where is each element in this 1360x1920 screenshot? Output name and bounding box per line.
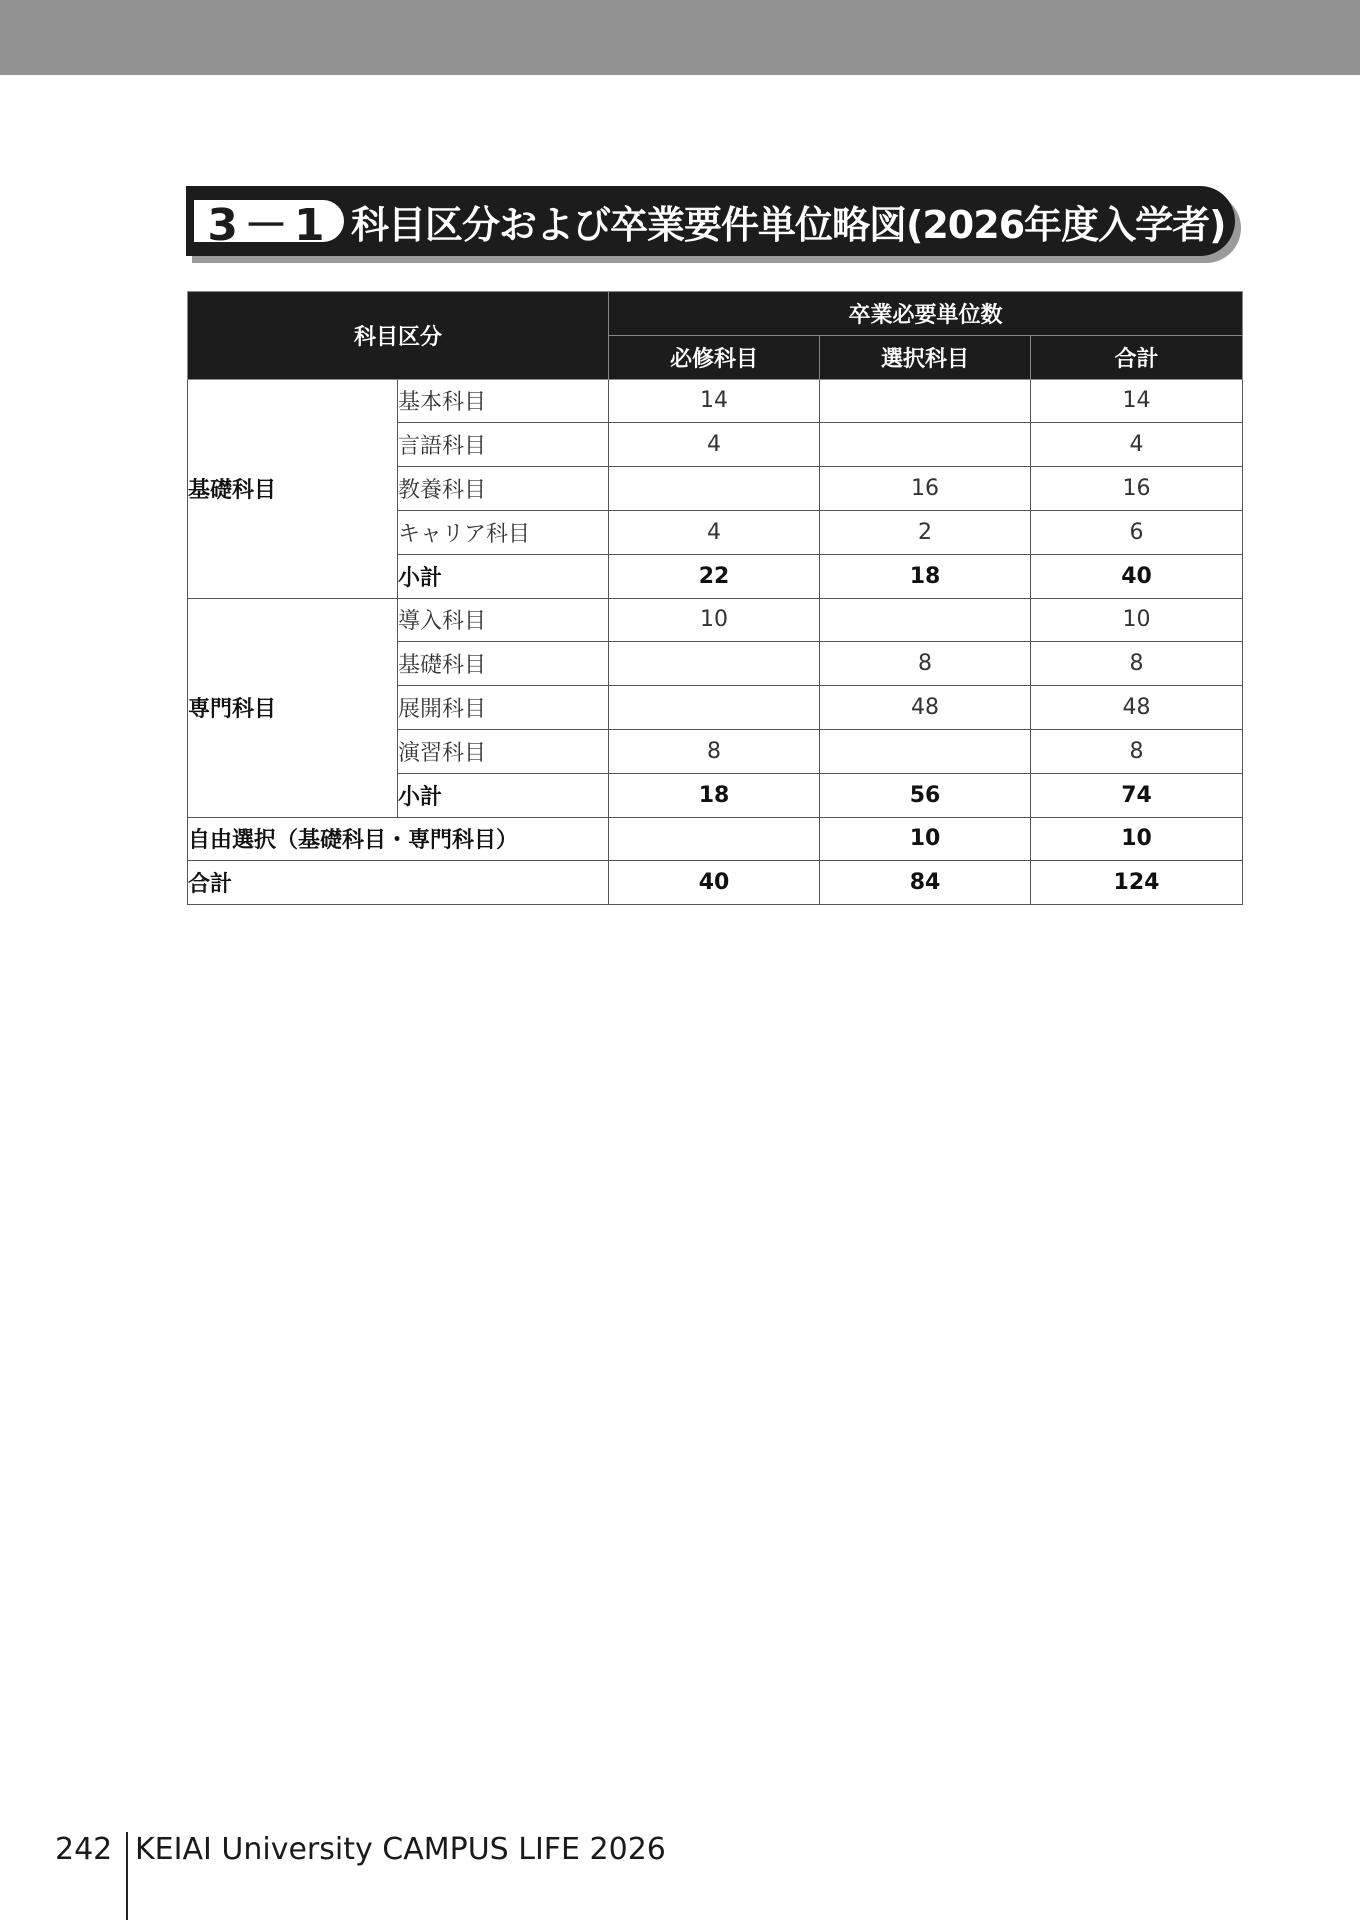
subtotal-elective: 18 — [820, 554, 1031, 598]
header-elective: 選択科目 — [820, 335, 1031, 379]
subtotal-total: 74 — [1031, 773, 1243, 817]
cell-total: 16 — [1031, 467, 1243, 511]
cell-required: 14 — [609, 379, 820, 423]
cell-required: 8 — [609, 729, 820, 773]
grand-elective: 84 — [820, 861, 1031, 905]
free-elective-label: 自由選択（基礎科目・専門科目） — [188, 817, 609, 861]
cell-total: 14 — [1031, 379, 1243, 423]
section-heading — [186, 186, 1241, 262]
cell-required: 4 — [609, 510, 820, 554]
cell-required: 4 — [609, 423, 820, 467]
top-band — [0, 0, 1360, 75]
cell-elective — [820, 379, 1031, 423]
row-name: 教養科目 — [398, 467, 609, 511]
grand-total-row — [188, 861, 1243, 905]
grand-total-label: 合計 — [188, 861, 609, 905]
section-number: 3－1 — [194, 200, 344, 242]
category-specialized: 専門科目 — [188, 598, 398, 817]
row-name: 言語科目 — [398, 423, 609, 467]
subtotal-elective: 56 — [820, 773, 1031, 817]
section-title: 科目区分および卒業要件単位略図(2026年度入学者) — [351, 202, 1226, 247]
cell-elective: 8 — [820, 642, 1031, 686]
footer-title: KEIAI University CAMPUS LIFE 2026 — [135, 1832, 666, 1867]
header-required: 必修科目 — [609, 335, 820, 379]
header-group: 卒業必要単位数 — [609, 292, 1243, 336]
subtotal-label: 小計 — [398, 554, 609, 598]
grand-total: 124 — [1031, 861, 1243, 905]
subtotal-required: 22 — [609, 554, 820, 598]
row-name: 演習科目 — [398, 729, 609, 773]
cell-total: 10 — [1031, 598, 1243, 642]
cell-required: 10 — [609, 598, 820, 642]
page-number: 242 — [55, 1832, 113, 1867]
row-name: キャリア科目 — [398, 510, 609, 554]
header-row-1 — [188, 292, 1243, 336]
free-required — [609, 817, 820, 861]
subtotal-total: 40 — [1031, 554, 1243, 598]
free-elective: 10 — [820, 817, 1031, 861]
cell-elective: 16 — [820, 467, 1031, 511]
cell-total: 6 — [1031, 510, 1243, 554]
cell-elective — [820, 423, 1031, 467]
cell-elective: 48 — [820, 686, 1031, 730]
row-name: 基本科目 — [398, 379, 609, 423]
subtotal-required: 18 — [609, 773, 820, 817]
cell-total: 8 — [1031, 642, 1243, 686]
category-basic: 基礎科目 — [188, 379, 398, 598]
cell-elective: 2 — [820, 510, 1031, 554]
header-total: 合計 — [1031, 335, 1243, 379]
row-name: 展開科目 — [398, 686, 609, 730]
free-total: 10 — [1031, 817, 1243, 861]
cell-total: 4 — [1031, 423, 1243, 467]
table-row — [188, 598, 1243, 642]
cell-required — [609, 686, 820, 730]
table-row — [188, 379, 1243, 423]
heading-bar — [186, 186, 1235, 256]
cell-required — [609, 467, 820, 511]
footer-divider — [126, 1832, 128, 1920]
free-elective-row — [188, 817, 1243, 861]
cell-required — [609, 642, 820, 686]
header-category: 科目区分 — [188, 292, 609, 380]
row-name: 導入科目 — [398, 598, 609, 642]
credits-table — [187, 291, 1243, 905]
cell-total: 48 — [1031, 686, 1243, 730]
subtotal-label: 小計 — [398, 773, 609, 817]
cell-elective — [820, 598, 1031, 642]
grand-required: 40 — [609, 861, 820, 905]
row-name: 基礎科目 — [398, 642, 609, 686]
cell-total: 8 — [1031, 729, 1243, 773]
cell-elective — [820, 729, 1031, 773]
